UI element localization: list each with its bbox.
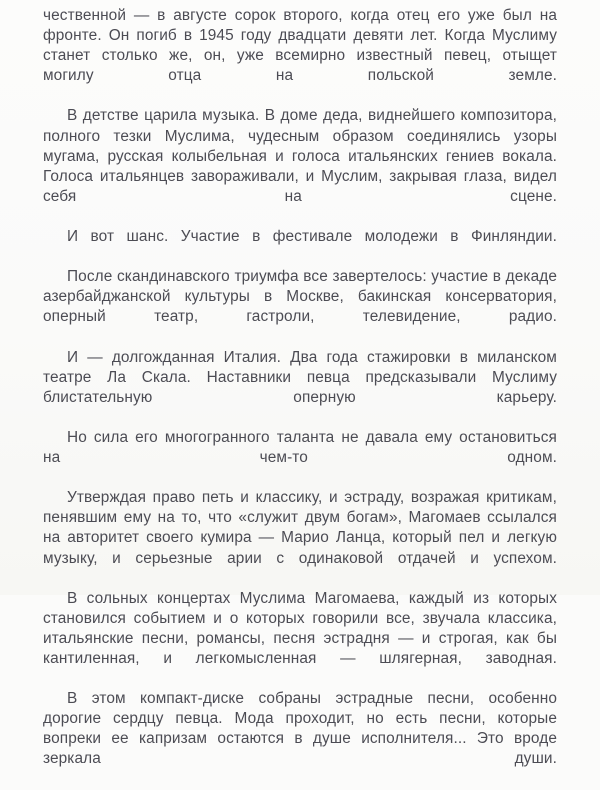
paragraph-8: В сольных концертах Муслима Магомаева, каждый из которых становился событием и о которых говорили все, звучала классика, итальянские песни, романсы, песня эстрадня — и строгая, как бы кантиленная, и легкомысленная — шлягерная, заводная. [43,589,557,667]
paragraph-9: В этом компакт-диске собраны эстрадные песни, особенно дорогие сердцу певца. Мода проходит, но есть песни, которые вопреки ее капризам остаются в душе исполнителя... Это вроде зеркала души. [43,690,557,768]
paragraph-7: Утверждая право петь и классику, и эстраду, возражая критикам, пенявшим ему на то, что «служит двум богам», Магомаев ссылался на авторитет своего кумира — Марио Ланца, который пел и легкую музыку, и серьезные арии с одинаковой отдачей и успехом. [43,489,557,567]
paragraph-2: В детстве царила музыка. В доме деда, виднейшего композитора, полного тезки Муслима, чудесным образом соединялись узоры мугама, русская колыбельная и голоса итальянских гениев вокала. Голоса итальянцев завораживали, и Муслим, закрывая глаза, видел себя на сцене. [43,107,557,205]
text-column [43,6,557,790]
paragraph-3: И вот шанс. Участие в фестивале молодежи в Финляндии. [67,228,557,246]
paragraph-6: Но сила его многогранного таланта не давала ему остановиться на чем-то одном. [43,428,557,467]
paragraph-1: чественной — в августе сорок второго, когда отец его уже был на фронте. Он погиб в 1945 году двадцати девяти лет. Когда Муслиму станет столько же, он, уже всемирно известный певец, отыщет могилу отца на польской земле. [43,7,557,85]
paragraph-4: После скандинавского триумфа все завертелось: участие в декаде азербайджанской культуры в Москве, бакинская консерватория, оперный театр, гастроли, телевидение, радио. [43,268,557,326]
paragraph-5: И — долгожданная Италия. Два года стажировки в миланском театре Ла Скала. Наставники певца предсказывали Муслиму блистательную оперную карьеру. [43,348,557,406]
